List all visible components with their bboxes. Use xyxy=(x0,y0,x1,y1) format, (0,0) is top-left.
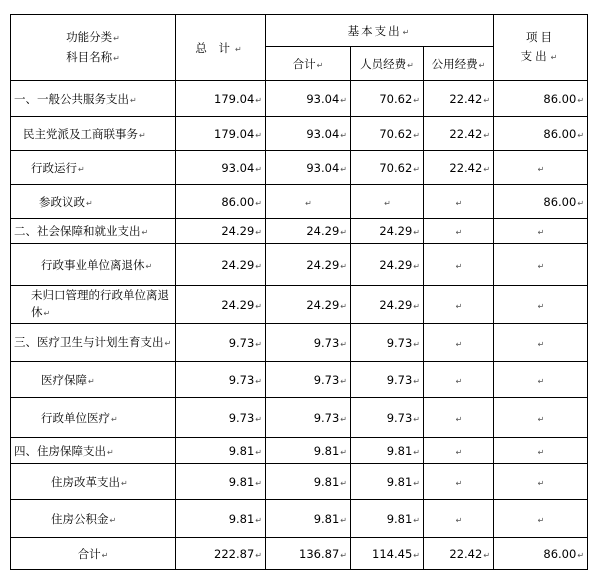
project-cell xyxy=(494,81,588,117)
subtotal-cell xyxy=(266,362,351,398)
header-total-label: 总 计 xyxy=(195,40,234,55)
public-cell xyxy=(424,219,494,244)
header-personnel xyxy=(351,47,424,81)
cell-mark: ↵ xyxy=(340,376,347,386)
total-cell xyxy=(176,438,266,464)
subtotal-cell xyxy=(266,81,351,117)
header-project-line2: 支出 xyxy=(520,49,550,63)
category-name: 行政单位医疗 xyxy=(41,410,110,425)
total-cell xyxy=(176,151,266,185)
cell-mark: ↵ xyxy=(455,515,463,525)
cell-mark: ↵ xyxy=(407,60,414,70)
project-cell xyxy=(494,500,588,538)
table-row xyxy=(11,500,588,538)
project-cell xyxy=(494,151,588,185)
table-row xyxy=(11,438,588,464)
cell-mark: ↵ xyxy=(107,447,114,457)
cell-mark: ↵ xyxy=(113,33,120,43)
cell-mark: ↵ xyxy=(255,95,262,105)
table-row xyxy=(11,286,588,324)
category-name: 行政事业单位离退休 xyxy=(41,257,145,272)
category-name: 三、医疗卫生与计划生育支出 xyxy=(14,334,164,349)
total-label-cell xyxy=(11,538,176,570)
project-value: 86.00 xyxy=(543,126,577,141)
category-cell xyxy=(11,185,176,219)
category-name: 一、一般公共服务支出 xyxy=(14,91,129,106)
category-cell xyxy=(11,464,176,500)
project-value: 86.00 xyxy=(543,91,577,106)
cell-mark: ↵ xyxy=(255,447,262,457)
subtotal-cell xyxy=(266,117,351,151)
total-value: 9.73 xyxy=(228,372,255,387)
cell-mark: ↵ xyxy=(384,198,391,208)
category-cell xyxy=(11,362,176,398)
personnel-value: 9.81 xyxy=(386,511,413,526)
category-name: 民主党派及工商联事务 xyxy=(23,126,138,141)
header-total xyxy=(176,15,266,81)
category-cell xyxy=(11,324,176,362)
personnel-cell xyxy=(351,81,424,117)
header-basic xyxy=(266,15,494,47)
cell-mark: ↵ xyxy=(340,261,347,271)
category-cell xyxy=(11,500,176,538)
cell-mark: ↵ xyxy=(340,164,347,174)
total-value: 9.73 xyxy=(228,335,255,350)
public-cell xyxy=(424,81,494,117)
public-value: 22.42 xyxy=(449,160,483,175)
cell-mark: ↵ xyxy=(455,447,463,457)
project-cell xyxy=(494,117,588,151)
cell-mark: ↵ xyxy=(113,53,120,63)
cell-mark: ↵ xyxy=(121,478,128,488)
table-row xyxy=(11,244,588,286)
project-cell xyxy=(494,286,588,324)
total-value: 179.04 xyxy=(214,91,255,106)
total-value: 24.29 xyxy=(221,224,255,238)
total-row xyxy=(11,538,588,570)
cell-mark: ↵ xyxy=(340,478,347,488)
grand-project-cell xyxy=(494,538,588,570)
category-cell xyxy=(11,117,176,151)
cell-mark: ↵ xyxy=(413,414,420,424)
total-cell xyxy=(176,324,266,362)
cell-mark: ↵ xyxy=(141,228,149,237)
total-cell xyxy=(176,219,266,244)
cell-mark: ↵ xyxy=(255,515,262,525)
public-cell xyxy=(424,324,494,362)
cell-mark: ↵ xyxy=(255,339,262,349)
cell-mark: ↵ xyxy=(255,550,262,560)
header-category-line1: 功能分类 xyxy=(66,29,113,44)
personnel-value: 24.29 xyxy=(379,297,413,312)
cell-mark: ↵ xyxy=(455,261,463,271)
category-name: 医疗保障 xyxy=(41,372,87,387)
table-row xyxy=(11,362,588,398)
table-row xyxy=(11,219,588,244)
cell-mark: ↵ xyxy=(413,261,420,271)
subtotal-value: 93.04 xyxy=(306,91,340,106)
cell-mark: ↵ xyxy=(455,228,463,237)
cell-mark: ↵ xyxy=(255,301,262,311)
public-cell xyxy=(424,438,494,464)
cell-mark: ↵ xyxy=(255,414,262,424)
header-project-line1: 项目 xyxy=(526,30,556,44)
subtotal-value: 93.04 xyxy=(306,126,340,141)
cell-mark: ↵ xyxy=(537,376,545,386)
cell-mark: ↵ xyxy=(78,164,85,174)
table-row xyxy=(11,81,588,117)
public-cell xyxy=(424,286,494,324)
subtotal-value: 9.73 xyxy=(313,410,340,425)
cell-mark: ↵ xyxy=(255,376,262,386)
cell-mark: ↵ xyxy=(537,414,545,424)
category-cell xyxy=(11,81,176,117)
cell-mark: ↵ xyxy=(413,550,420,560)
subtotal-cell xyxy=(266,500,351,538)
cell-mark: ↵ xyxy=(413,130,420,140)
cell-mark: ↵ xyxy=(340,550,347,560)
total-cell xyxy=(176,244,266,286)
cell-mark: ↵ xyxy=(305,198,312,208)
category-cell xyxy=(11,438,176,464)
total-cell xyxy=(176,464,266,500)
cell-mark: ↵ xyxy=(413,339,420,349)
public-value: 22.42 xyxy=(449,126,483,141)
category-name: 未归口管理的行政单位离退休 xyxy=(31,288,169,319)
cell-mark: ↵ xyxy=(111,414,118,424)
project-cell xyxy=(494,244,588,286)
total-value: 9.73 xyxy=(228,410,255,425)
cell-mark: ↵ xyxy=(101,550,109,560)
cell-mark: ↵ xyxy=(139,130,146,140)
cell-mark: ↵ xyxy=(234,44,246,54)
table-row xyxy=(11,151,588,185)
header-category-line2: 科目名称 xyxy=(66,49,113,64)
subtotal-cell xyxy=(266,398,351,438)
table-row xyxy=(11,464,588,500)
category-cell xyxy=(11,219,176,244)
subtotal-value: 9.73 xyxy=(313,335,340,350)
subtotal-cell xyxy=(266,244,351,286)
cell-mark: ↵ xyxy=(483,130,491,140)
subtotal-cell xyxy=(266,219,351,244)
grand-personnel-cell xyxy=(351,538,424,570)
cell-mark: ↵ xyxy=(255,478,262,488)
cell-mark: ↵ xyxy=(340,301,347,311)
cell-mark: ↵ xyxy=(455,198,463,208)
personnel-cell xyxy=(351,464,424,500)
subtotal-value: 9.81 xyxy=(313,443,340,458)
public-value: 22.42 xyxy=(449,91,483,106)
cell-mark: ↵ xyxy=(413,164,420,174)
cell-mark: ↵ xyxy=(413,228,420,237)
total-value: 86.00 xyxy=(221,194,255,209)
public-cell xyxy=(424,151,494,185)
personnel-value: 9.73 xyxy=(386,410,413,425)
personnel-cell xyxy=(351,117,424,151)
cell-mark: ↵ xyxy=(413,301,420,311)
cell-mark: ↵ xyxy=(340,414,347,424)
category-name: 四、住房保障支出 xyxy=(14,443,106,458)
total-cell xyxy=(176,500,266,538)
header-subtotal-label: 合计 xyxy=(292,56,316,71)
subtotal-cell xyxy=(266,464,351,500)
subtotal-value: 9.73 xyxy=(313,372,340,387)
cell-mark: ↵ xyxy=(130,95,137,105)
project-cell xyxy=(494,185,588,219)
project-cell xyxy=(494,464,588,500)
personnel-value: 24.29 xyxy=(379,224,413,238)
cell-mark: ↵ xyxy=(537,228,545,237)
personnel-cell xyxy=(351,219,424,244)
budget-table xyxy=(10,14,588,570)
header-project xyxy=(494,15,588,81)
grand-total-value: 222.87 xyxy=(214,546,255,561)
cell-mark: ↵ xyxy=(455,414,463,424)
project-cell xyxy=(494,398,588,438)
cell-mark: ↵ xyxy=(483,550,491,560)
personnel-cell xyxy=(351,500,424,538)
subtotal-cell xyxy=(266,324,351,362)
public-cell xyxy=(424,464,494,500)
public-cell xyxy=(424,244,494,286)
personnel-cell xyxy=(351,286,424,324)
cell-mark: ↵ xyxy=(340,339,347,349)
table-row xyxy=(11,185,588,219)
grand-total-cell xyxy=(176,538,266,570)
category-name: 行政运行 xyxy=(31,160,77,175)
grand-public-value: 22.42 xyxy=(449,546,483,561)
table-row xyxy=(11,398,588,438)
public-cell xyxy=(424,185,494,219)
personnel-value: 70.62 xyxy=(379,160,413,175)
cell-mark: ↵ xyxy=(413,95,420,105)
cell-mark: ↵ xyxy=(255,198,262,208)
cell-mark: ↵ xyxy=(316,60,324,70)
personnel-cell xyxy=(351,362,424,398)
public-cell xyxy=(424,398,494,438)
cell-mark: ↵ xyxy=(340,228,347,237)
header-basic-label: 基本支出 xyxy=(347,23,402,38)
cell-mark: ↵ xyxy=(577,130,585,140)
grand-public-cell xyxy=(424,538,494,570)
project-value: 86.00 xyxy=(543,194,577,209)
cell-mark: ↵ xyxy=(537,339,545,349)
subtotal-cell xyxy=(266,185,351,219)
cell-mark: ↵ xyxy=(340,95,347,105)
cell-mark: ↵ xyxy=(483,95,491,105)
personnel-cell xyxy=(351,151,424,185)
subtotal-cell xyxy=(266,286,351,324)
subtotal-value: 24.29 xyxy=(306,224,340,238)
subtotal-value: 24.29 xyxy=(306,297,340,312)
cell-mark: ↵ xyxy=(537,447,545,457)
category-name: 住房改革支出 xyxy=(51,474,120,489)
personnel-value: 9.81 xyxy=(386,443,413,458)
total-cell xyxy=(176,185,266,219)
category-name: 参政议政 xyxy=(39,194,85,209)
cell-mark: ↵ xyxy=(86,198,93,208)
cell-mark: ↵ xyxy=(340,130,347,140)
personnel-value: 24.29 xyxy=(379,257,413,272)
category-cell xyxy=(11,244,176,286)
subtotal-value: 24.29 xyxy=(306,257,340,272)
cell-mark: ↵ xyxy=(255,164,262,174)
total-value: 24.29 xyxy=(221,257,255,272)
cell-mark: ↵ xyxy=(455,339,463,349)
personnel-cell xyxy=(351,185,424,219)
grand-personnel-value: 114.45 xyxy=(372,546,413,561)
grand-subtotal-value: 136.87 xyxy=(299,546,340,561)
header-public-label: 公用经费 xyxy=(431,56,478,71)
header-public xyxy=(424,47,494,81)
table-row xyxy=(11,324,588,362)
cell-mark: ↵ xyxy=(455,301,463,311)
public-cell xyxy=(424,117,494,151)
public-cell xyxy=(424,362,494,398)
cell-mark: ↵ xyxy=(537,164,545,174)
total-value: 9.81 xyxy=(228,511,255,526)
personnel-value: 70.62 xyxy=(379,126,413,141)
total-value: 9.81 xyxy=(228,443,255,458)
cell-mark: ↵ xyxy=(340,515,347,525)
project-cell xyxy=(494,362,588,398)
cell-mark: ↵ xyxy=(577,198,585,208)
total-value: 93.04 xyxy=(221,160,255,175)
table-row xyxy=(11,117,588,151)
category-cell xyxy=(11,151,176,185)
personnel-value: 9.81 xyxy=(386,474,413,489)
category-name: 二、社会保障和就业支出 xyxy=(14,224,141,238)
cell-mark: ↵ xyxy=(340,447,347,457)
cell-mark: ↵ xyxy=(537,478,545,488)
cell-mark: ↵ xyxy=(550,53,561,62)
cell-mark: ↵ xyxy=(43,309,51,318)
total-cell xyxy=(176,81,266,117)
cell-mark: ↵ xyxy=(577,550,585,560)
subtotal-value: 9.81 xyxy=(313,511,340,526)
cell-mark: ↵ xyxy=(478,60,486,70)
total-value: 179.04 xyxy=(214,126,255,141)
personnel-cell xyxy=(351,324,424,362)
cell-mark: ↵ xyxy=(413,376,420,386)
cell-mark: ↵ xyxy=(413,478,420,488)
cell-mark: ↵ xyxy=(455,376,463,386)
project-cell xyxy=(494,438,588,464)
header-personnel-label: 人员经费 xyxy=(360,56,407,71)
category-name: 住房公积金 xyxy=(51,511,109,526)
total-cell xyxy=(176,286,266,324)
header-category xyxy=(11,15,176,81)
cell-mark: ↵ xyxy=(164,338,172,348)
project-cell xyxy=(494,324,588,362)
cell-mark: ↵ xyxy=(537,515,545,525)
cell-mark: ↵ xyxy=(402,27,412,37)
total-value: 9.81 xyxy=(228,474,255,489)
personnel-cell xyxy=(351,398,424,438)
subtotal-cell xyxy=(266,438,351,464)
cell-mark: ↵ xyxy=(537,301,545,311)
total-cell xyxy=(176,117,266,151)
cell-mark: ↵ xyxy=(413,447,420,457)
category-cell xyxy=(11,286,176,324)
cell-mark: ↵ xyxy=(88,376,95,386)
cell-mark: ↵ xyxy=(255,228,262,237)
personnel-cell xyxy=(351,244,424,286)
total-label: 合计 xyxy=(77,546,101,561)
cell-mark: ↵ xyxy=(483,164,491,174)
cell-mark: ↵ xyxy=(577,95,585,105)
personnel-value: 70.62 xyxy=(379,91,413,106)
subtotal-value: 9.81 xyxy=(313,474,340,489)
header-subtotal xyxy=(266,47,351,81)
total-cell xyxy=(176,398,266,438)
cell-mark: ↵ xyxy=(537,261,545,271)
cell-mark: ↵ xyxy=(255,261,262,271)
cell-mark: ↵ xyxy=(145,261,153,271)
project-cell xyxy=(494,219,588,244)
total-value: 24.29 xyxy=(221,297,255,312)
personnel-cell xyxy=(351,438,424,464)
subtotal-value: 93.04 xyxy=(306,160,340,175)
header-row-1 xyxy=(11,15,588,47)
cell-mark: ↵ xyxy=(109,515,117,525)
grand-subtotal-cell xyxy=(266,538,351,570)
personnel-value: 9.73 xyxy=(386,335,413,350)
category-cell xyxy=(11,398,176,438)
personnel-value: 9.73 xyxy=(386,372,413,387)
grand-project-value: 86.00 xyxy=(543,546,577,561)
cell-mark: ↵ xyxy=(455,478,463,488)
cell-mark: ↵ xyxy=(255,130,262,140)
total-cell xyxy=(176,362,266,398)
subtotal-cell xyxy=(266,151,351,185)
cell-mark: ↵ xyxy=(413,515,420,525)
public-cell xyxy=(424,500,494,538)
